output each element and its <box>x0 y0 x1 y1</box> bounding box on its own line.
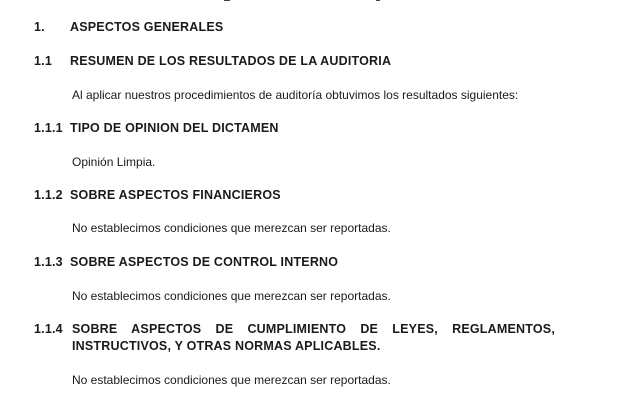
section-title: SOBRE ASPECTOS DE CONTROL INTERNO <box>70 255 339 269</box>
scan-artifact <box>224 0 230 1</box>
section-body: No establecimos condiciones que merezcan ser reportadas. <box>72 221 391 235</box>
section-title: SOBRE ASPECTOS FINANCIEROS <box>70 188 281 202</box>
section-title: ASPECTOS GENERALES <box>70 20 224 34</box>
section-title: TIPO DE OPINION DEL DICTAMEN <box>70 121 279 135</box>
section-number: 1. <box>34 20 45 34</box>
section-body: Opinión Limpia. <box>72 155 156 169</box>
section-title: RESUMEN DE LOS RESULTADOS DE LA AUDITORIA <box>70 54 392 68</box>
section-body: No establecimos condiciones que merezcan ser reportadas. <box>72 289 391 303</box>
section-body: Al aplicar nuestros procedimientos de auditoría obtuvimos los resultados siguientes: <box>72 88 519 102</box>
section-title-continued: INSTRUCTIVOS, Y OTRAS NORMAS APLICABLES. <box>72 339 381 353</box>
section-number: 1.1.2 <box>34 188 63 202</box>
section-body: No establecimos condiciones que merezcan ser reportadas. <box>72 373 391 387</box>
section-number: 1.1.4 <box>34 322 63 336</box>
section-number: 1.1 <box>34 54 52 68</box>
section-number: 1.1.3 <box>34 255 63 269</box>
scan-artifact <box>376 0 380 1</box>
section-number: 1.1.1 <box>34 121 63 135</box>
section-title: SOBRE ASPECTOS DE CUMPLIMIENTO DE LEYES, REGLAMENTOS, <box>72 322 555 336</box>
